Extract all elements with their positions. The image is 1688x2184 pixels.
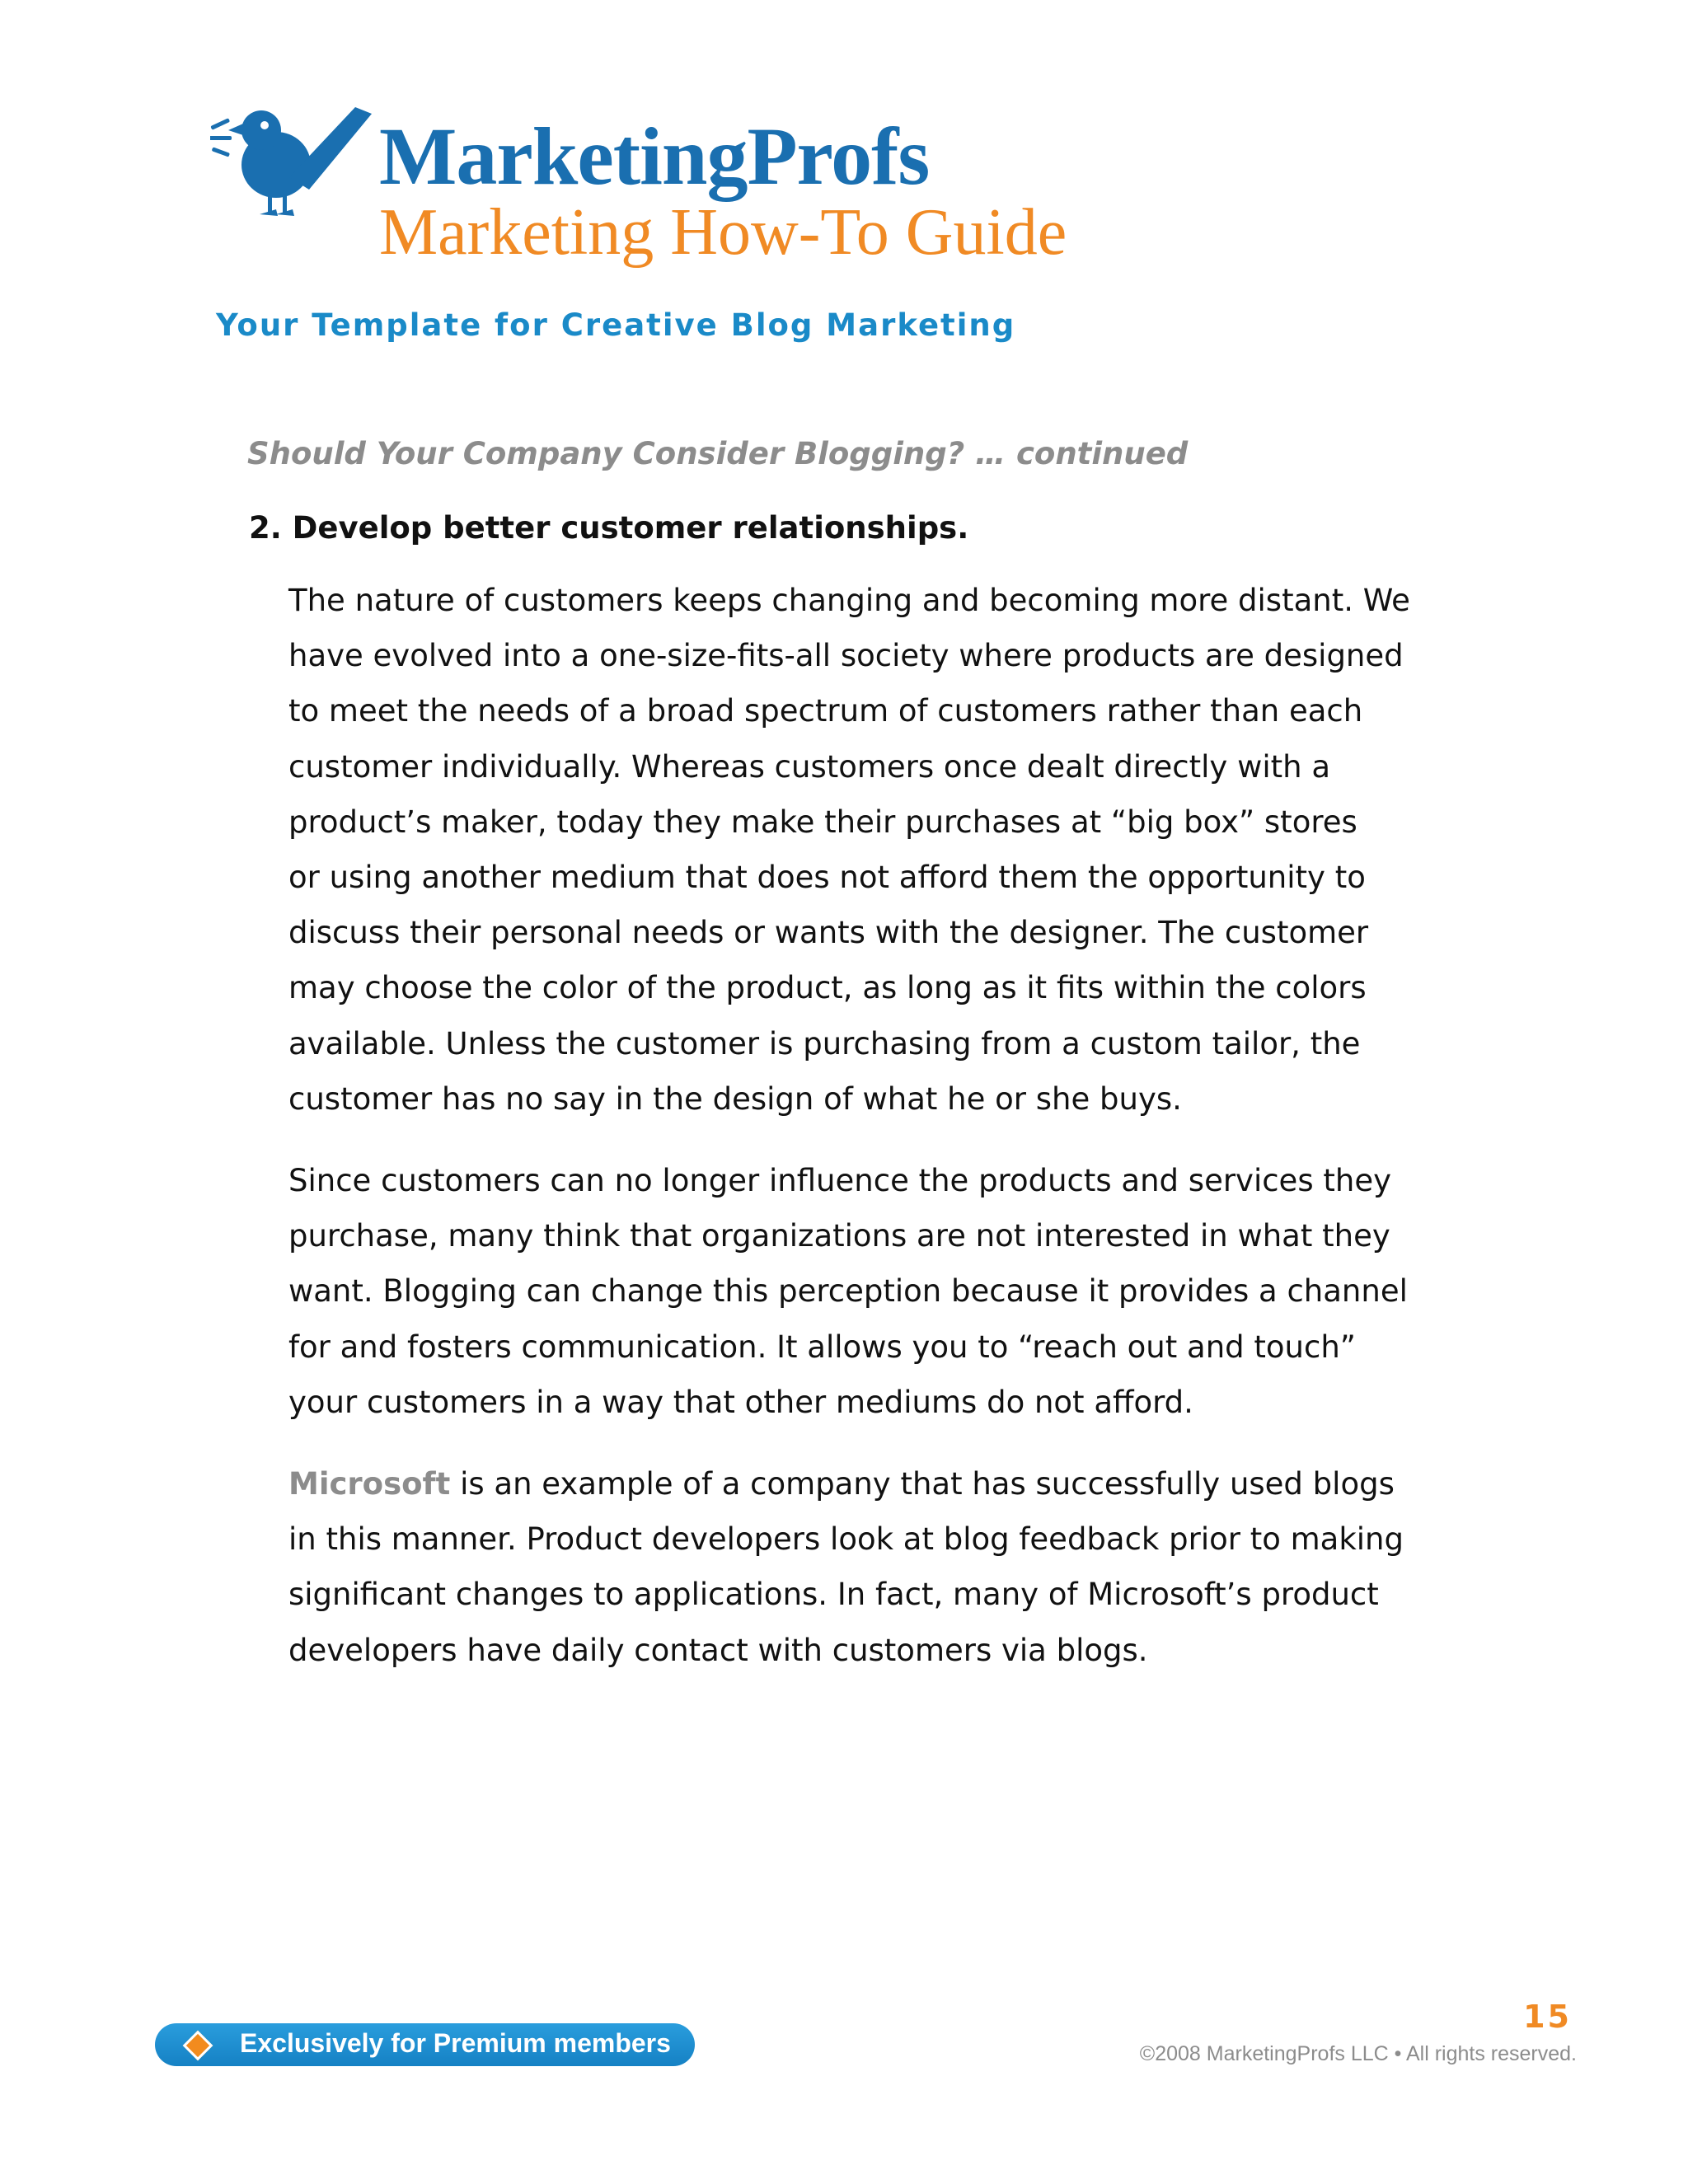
text-line: discuss their personal needs or wants with the designer. The customer <box>288 915 1369 951</box>
text-line: have evolved into a one-size-fits-all society where products are designed <box>288 638 1404 674</box>
brand-name: MarketingProfs <box>379 110 930 202</box>
text-line: or using another medium that does not afford them the opportunity to <box>288 860 1366 896</box>
text-line: to meet the needs of a broad spectrum of customers rather than each <box>288 693 1363 729</box>
premium-members-badge <box>155 2023 695 2066</box>
paragraph-3 <box>288 1456 1459 1678</box>
text-fragment: is an example of a company that has successfully used blogs <box>450 1466 1395 1502</box>
text-line: The nature of customers keeps changing and becoming more distant. We <box>288 583 1410 618</box>
text-line: purchase, many think that organizations are not interested in what they <box>288 1218 1390 1254</box>
text-line: your customers in a way that other mediums do not afford. <box>288 1384 1193 1420</box>
text-line <box>288 1456 1459 1511</box>
section-heading-continued: Should Your Company Consider Blogging? … continued <box>247 436 1189 471</box>
text-line: may choose the color of the product, as long as it fits within the colors <box>288 970 1367 1006</box>
text-line: available. Unless the customer is purchasing from a custom tailor, the <box>288 1025 1361 1062</box>
microsoft-highlight: Microsoft <box>288 1466 451 1502</box>
page-number: 15 <box>1523 1999 1572 2035</box>
text-line: customer individually. Whereas customers once dealt directly with a <box>288 748 1330 785</box>
text-line: developers have daily contact with customers via blogs. <box>288 1632 1148 1668</box>
paragraph-1 <box>288 573 1459 1127</box>
text-line: significant changes to applications. In fact, many of Microsoft’s product <box>288 1577 1379 1613</box>
point-heading: 2. Develop better customer relationships. <box>249 510 969 546</box>
paragraph-2 <box>288 1153 1459 1430</box>
text-line: customer has no say in the design of what he or she buys. <box>288 1080 1182 1117</box>
body-text <box>288 573 1459 1704</box>
document-title: Your Template for Creative Blog Marketing <box>216 307 1016 343</box>
bird-logo-icon <box>210 99 375 223</box>
text-line: product’s maker, today they make their purchases at “big box” stores <box>288 804 1357 840</box>
text-line: want. Blogging can change this perception because it provides a channel <box>288 1273 1408 1310</box>
text-line: Since customers can no longer influence the products and services they <box>288 1163 1391 1199</box>
text-line: in this manner. Product developers look at blog feedback prior to making <box>288 1521 1404 1558</box>
guide-title: Marketing How-To Guide <box>379 196 1067 269</box>
text-line: for and fosters communication. It allows you to “reach out and touch” <box>288 1329 1356 1365</box>
badge-label: Exclusively for Premium members <box>240 2028 671 2058</box>
diamond-icon <box>183 2031 213 2061</box>
copyright-notice: ©2008 MarketingProfs LLC • All rights reserved. <box>1139 2042 1577 2065</box>
brand-logo <box>210 99 1117 280</box>
